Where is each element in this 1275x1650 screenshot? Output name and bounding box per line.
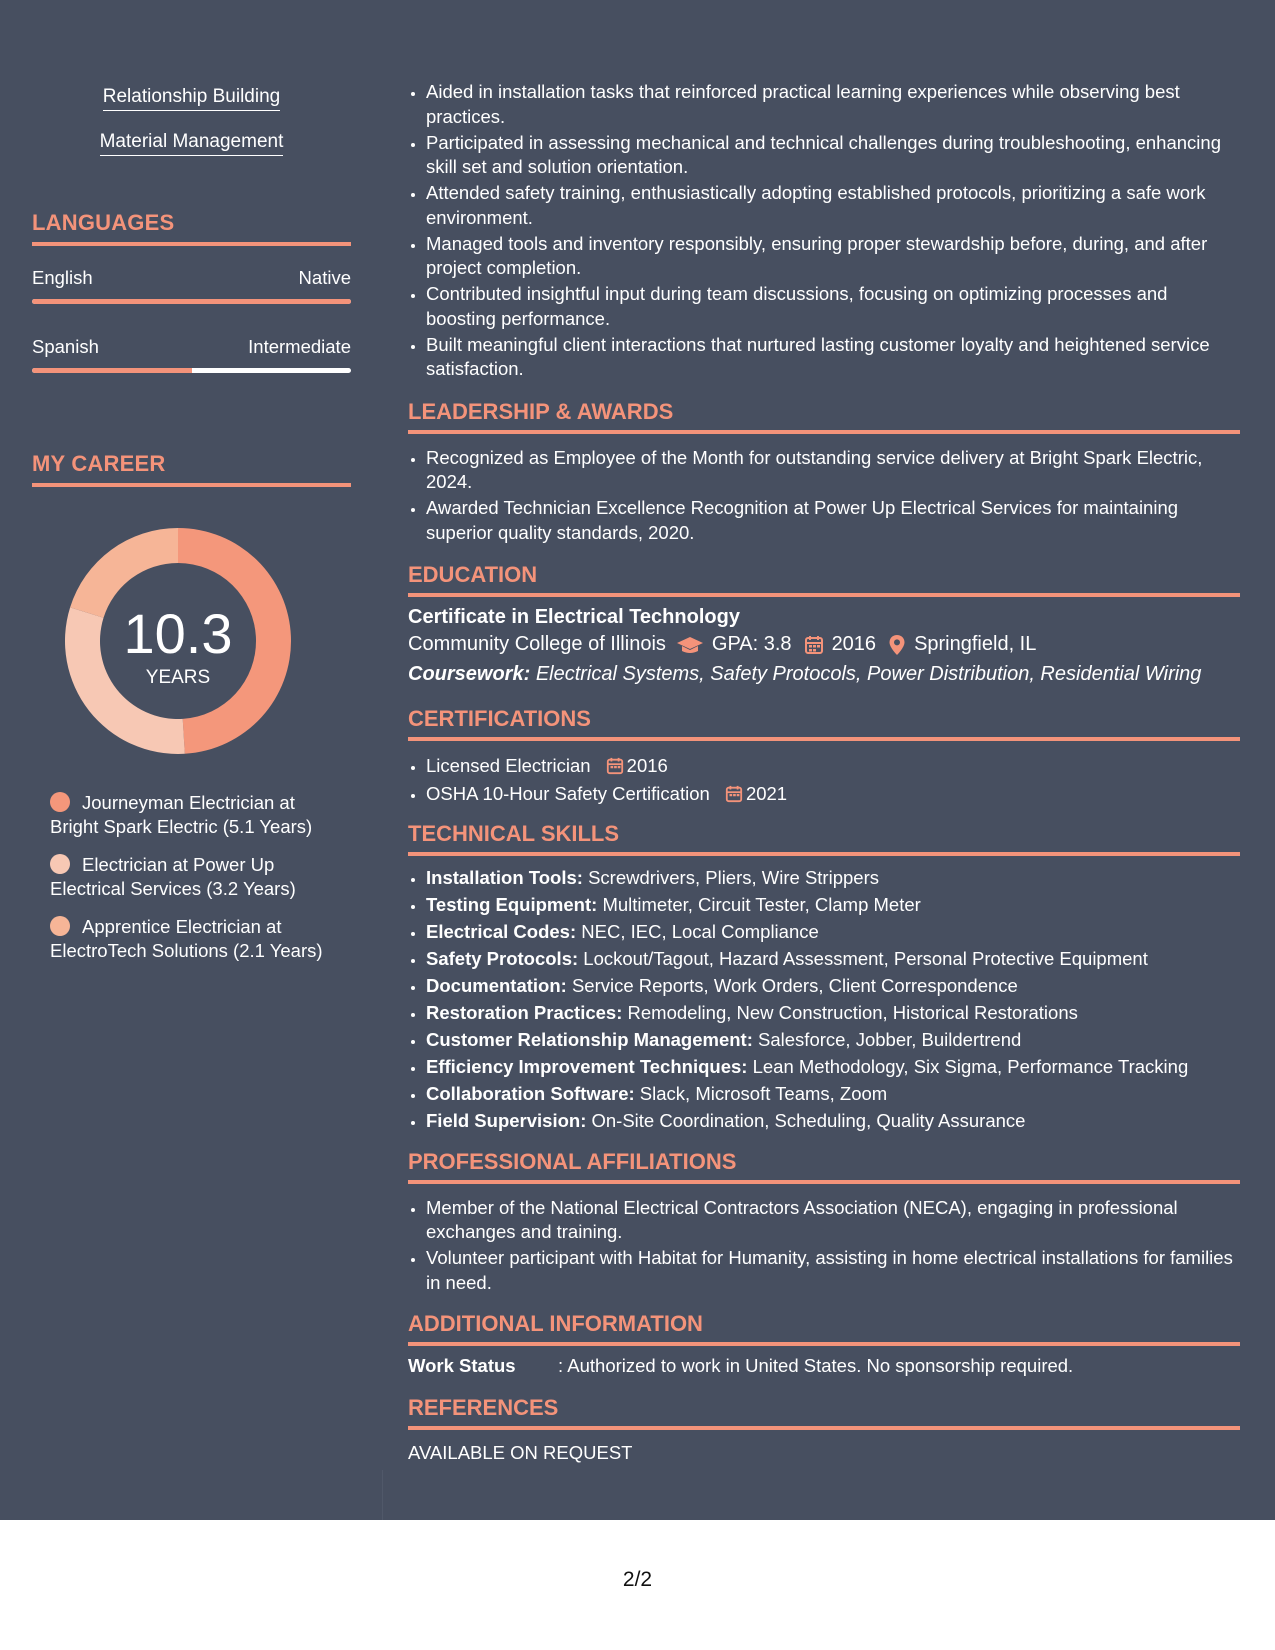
skill-category-label: Efficiency Improvement Techniques: (426, 1056, 748, 1078)
certifications-list (408, 753, 1240, 808)
career-legend-item: Apprentice Electrician at ElectroTech Solutions (2.1 Years) (50, 916, 323, 961)
additional-info-heading: ADDITIONAL INFORMATION (408, 1311, 1240, 1346)
skill-category-value: On-Site Coordination, Scheduling, Quality Assurance (591, 1110, 1026, 1132)
skill-category-label: Testing Equipment: (426, 893, 598, 915)
career-donut-chart (65, 528, 291, 754)
education-degree: Certificate in Electrical Technology (408, 606, 740, 628)
skill-category-label: Collaboration Software: (426, 1083, 635, 1105)
skill-category-value: Slack, Microsoft Teams, Zoom (639, 1083, 888, 1105)
career-legend-item: Journeyman Electrician at Bright Spark Electric (5.1 Years) (50, 792, 313, 837)
list-item: • Attended safety training, enthusiastically adopting established protocols, prioritizing a safe work environment. (426, 181, 1240, 230)
calendar-icon (725, 785, 743, 803)
technical-skills-list (408, 865, 1240, 1134)
list-item (426, 1054, 1240, 1080)
skill-category-label: Safety Protocols: (426, 947, 579, 969)
list-item (426, 946, 1240, 972)
list-item (426, 865, 1240, 891)
education-coursework (408, 663, 1240, 686)
language-proficiency-fill (32, 368, 192, 373)
education-details (408, 633, 1240, 656)
skill-category-value: NEC, IEC, Local Compliance (581, 920, 819, 942)
location-pin-icon (888, 634, 906, 656)
skill-item: Material Management (32, 131, 351, 156)
affiliations-list (408, 1196, 1240, 1296)
list-item: • Participated in assessing mechanical and technical challenges during troubleshooting, enhancing skill set and solution orientation. (426, 131, 1240, 180)
skill-category-value: Salesforce, Jobber, Buildertrend (758, 1029, 1022, 1051)
coursework-label: Coursework: (408, 663, 531, 685)
list-item: • OSHA 10-Hour Safety Certification 2021 (426, 781, 1240, 808)
language-proficiency-fill (32, 299, 351, 304)
education-heading: EDUCATION (408, 562, 1240, 597)
work-status-label: Work Status (408, 1355, 516, 1377)
languages-heading: LANGUAGES (32, 210, 351, 246)
list-item (426, 973, 1240, 999)
list-item (426, 1000, 1240, 1026)
skill-category-value: Service Reports, Work Orders, Client Correspondence (571, 974, 1018, 996)
technical-skills-heading: TECHNICAL SKILLS (408, 821, 1240, 856)
skill-category-label: Field Supervision: (426, 1110, 587, 1132)
sidebar (32, 0, 351, 1520)
list-item: • Contributed insightful input during team discussions, focusing on optimizing processes and boosting performance. (426, 282, 1240, 331)
language-name: Spanish (32, 336, 99, 357)
references-text: AVAILABLE ON REQUEST (408, 1442, 633, 1464)
list-item (426, 892, 1240, 918)
list-item (426, 1081, 1240, 1107)
skill-category-label: Restoration Practices: (426, 1001, 623, 1023)
education-year: 2016 (831, 633, 877, 655)
list-item: • Member of the National Electrical Contractors Association (NECA), engaging in professional exchanges and training. (426, 1196, 1240, 1245)
references-heading: REFERENCES (408, 1395, 1240, 1430)
legend-dot-icon (50, 792, 70, 812)
leadership-bullet-list (408, 446, 1240, 546)
career-total-years: 10.3 (123, 602, 233, 665)
skill-category-label: Documentation: (426, 974, 567, 996)
language-name: English (32, 267, 93, 288)
affiliations-heading: PROFESSIONAL AFFILIATIONS (408, 1149, 1240, 1184)
legend-dot-icon (50, 916, 70, 936)
skill-category-label: Electrical Codes: (426, 920, 577, 942)
language-row (32, 267, 351, 289)
list-item: • Licensed Electrician 2016 (426, 753, 1240, 780)
work-status-value: : Authorized to work in United States. No sponsorship required. (558, 1355, 1074, 1377)
skill-category-value: Remodeling, New Construction, Historical Restorations (627, 1001, 1078, 1023)
page-number: 2/2 (622, 1568, 653, 1591)
skill-category-value: Screwdrivers, Pliers, Wire Strippers (588, 866, 879, 888)
additional-info-row (408, 1355, 1240, 1377)
career-legend-item: Electrician at Power Up Electrical Services (3.2 Years) (50, 854, 296, 899)
language-level: Native (298, 267, 351, 288)
list-item: • Recognized as Employee of the Month for outstanding service delivery at Bright Spark Electric, 2024. (426, 446, 1240, 495)
list-item: • Aided in installation tasks that reinforced practical learning experiences while observing best practices. (426, 80, 1240, 129)
language-proficiency-bar (32, 299, 351, 304)
calendar-icon (804, 635, 824, 655)
legend-dot-icon (50, 854, 70, 874)
language-row (32, 336, 351, 358)
experience-bullet-list (408, 80, 1240, 382)
list-item (426, 1108, 1240, 1134)
career-heading: MY CAREER (32, 451, 351, 487)
career-unit-label: YEARS (145, 667, 211, 688)
skill-category-value: Lockout/Tagout, Hazard Assessment, Personal Protective Equipment (583, 947, 1148, 969)
list-item: • Built meaningful client interactions that nurtured lasting customer loyalty and heightened service satisfaction. (426, 333, 1240, 382)
language-proficiency-bar (32, 368, 351, 373)
skill-category-label: Customer Relationship Management: (426, 1029, 753, 1051)
main-content (408, 0, 1240, 1464)
skill-category-value: Lean Methodology, Six Sigma, Performance Tracking (752, 1056, 1189, 1078)
education-gpa: GPA: 3.8 (711, 633, 792, 655)
skill-category-label: Installation Tools: (426, 866, 583, 888)
coursework-value: Electrical Systems, Safety Protocols, Power Distribution, Residential Wiring (535, 663, 1202, 685)
column-divider (382, 1470, 383, 1520)
list-item: • Awarded Technician Excellence Recognition at Power Up Electrical Services for maintaining superior quality standards, 2020. (426, 496, 1240, 545)
list-item: • Managed tools and inventory responsibly, ensuring proper stewardship before, during, and after project completion. (426, 232, 1240, 281)
education-location: Springfield, IL (914, 633, 1037, 655)
certifications-heading: CERTIFICATIONS (408, 706, 1240, 741)
list-item (426, 1027, 1240, 1053)
list-item: • Volunteer participant with Habitat for Humanity, assisting in home electrical installations for families in need. (426, 1246, 1240, 1295)
leadership-heading: LEADERSHIP & AWARDS (408, 399, 1240, 434)
education-school: Community College of Illinois (408, 633, 666, 655)
skill-category-value: Multimeter, Circuit Tester, Clamp Meter (602, 893, 921, 915)
list-item (426, 919, 1240, 945)
skill-item: Relationship Building (32, 86, 351, 111)
calendar-icon (606, 757, 624, 775)
language-level: Intermediate (248, 336, 351, 357)
graduation-cap-icon (676, 635, 704, 655)
